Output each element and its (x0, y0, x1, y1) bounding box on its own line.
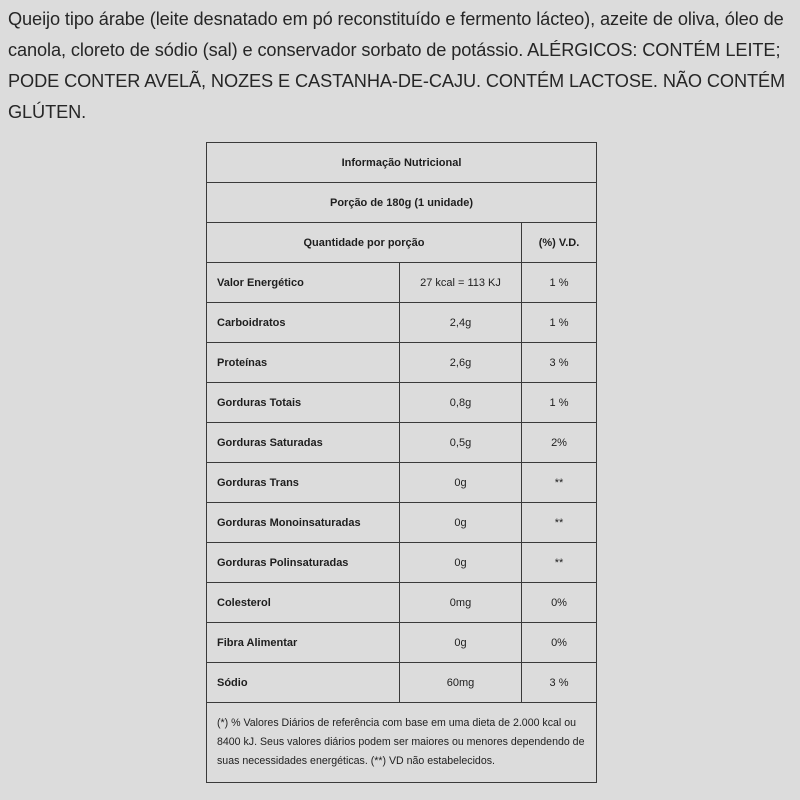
header-vd: (%) V.D. (522, 223, 597, 263)
nutrient-amount: 2,4g (400, 303, 522, 343)
nutrient-vd: 0% (522, 583, 597, 623)
portion-row (207, 183, 597, 223)
nutrient-label: Gorduras Polinsaturadas (207, 543, 400, 583)
table-title: Informação Nutricional (207, 143, 597, 183)
table-row (207, 503, 597, 543)
nutrient-label: Gorduras Saturadas (207, 423, 400, 463)
nutrient-amount: 0g (400, 623, 522, 663)
table-row (207, 463, 597, 503)
nutrient-vd: 3 % (522, 343, 597, 383)
table-row (207, 623, 597, 663)
portion-size: Porção de 180g (1 unidade) (207, 183, 597, 223)
nutrient-label: Carboidratos (207, 303, 400, 343)
nutrient-amount: 0g (400, 503, 522, 543)
table-row (207, 663, 597, 703)
table-row (207, 423, 597, 463)
nutrient-label: Sódio (207, 663, 400, 703)
nutrient-vd: ** (522, 543, 597, 583)
nutrient-amount: 0,5g (400, 423, 522, 463)
nutrient-amount: 0g (400, 543, 522, 583)
table-row (207, 343, 597, 383)
table-header-row (207, 223, 597, 263)
nutrient-vd: 1 % (522, 383, 597, 423)
nutrient-vd: 0% (522, 623, 597, 663)
nutrient-label: Fibra Alimentar (207, 623, 400, 663)
footnote-text: (*) % Valores Diários de referência com base em uma dieta de 2.000 kcal ou 8400 kJ. Seus valores diários podem ser maiores ou menores dependendo de suas necessidades energéticas. (**) VD não estabelecidos. (207, 703, 597, 783)
nutrient-label: Gorduras Trans (207, 463, 400, 503)
nutrient-amount: 60mg (400, 663, 522, 703)
footnote-row (207, 703, 597, 783)
nutrient-vd: ** (522, 463, 597, 503)
nutrient-amount: 0mg (400, 583, 522, 623)
nutrient-vd: 2% (522, 423, 597, 463)
nutrient-label: Gorduras Totais (207, 383, 400, 423)
nutrient-label: Proteínas (207, 343, 400, 383)
table-row (207, 383, 597, 423)
nutrient-amount: 0,8g (400, 383, 522, 423)
nutrient-amount: 27 kcal = 113 KJ (400, 263, 522, 303)
table-row (207, 263, 597, 303)
table-row (207, 543, 597, 583)
nutrition-facts-table (206, 142, 597, 783)
table-row (207, 303, 597, 343)
nutrient-amount: 0g (400, 463, 522, 503)
nutrient-label: Colesterol (207, 583, 400, 623)
nutrient-vd: ** (522, 503, 597, 543)
table-title-row (207, 143, 597, 183)
header-quantity: Quantidade por porção (207, 223, 522, 263)
table-row (207, 583, 597, 623)
ingredients-text: Queijo tipo árabe (leite desnatado em pó reconstituído e fermento lácteo), azeite de oliva, óleo de canola, cloreto de sódio (sal) e conservador sorbato de potássio. ALÉRGICOS: CONTÉM LEITE; PODE CONTER AVELÃ, NOZES E CASTANHA-DE-CAJU. CONTÉM LACTOSE. NÃO CONTÉM GLÚTEN. (8, 9, 786, 122)
nutrient-vd: 3 % (522, 663, 597, 703)
nutrient-vd: 1 % (522, 263, 597, 303)
nutrient-vd: 1 % (522, 303, 597, 343)
nutrient-label: Gorduras Monoinsaturadas (207, 503, 400, 543)
nutrient-label: Valor Energético (207, 263, 400, 303)
nutrient-amount: 2,6g (400, 343, 522, 383)
